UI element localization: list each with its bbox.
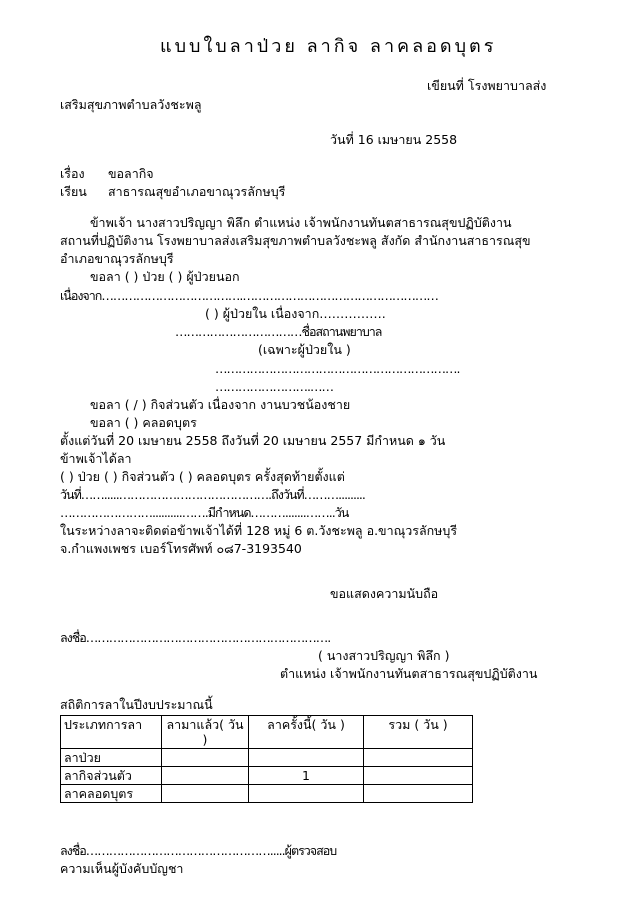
row-current-days	[249, 749, 364, 767]
row-previous-days	[162, 785, 249, 803]
sick-leave-line: ขอลา ( ) ป่วย ( ) ผู้ป่วยนอก	[90, 269, 240, 284]
row-current-days: 1	[249, 767, 364, 785]
signer-position: ตำแหน่ง เจ้าพนักงานทันตสาธารณสุขปฏิบัติงาน	[280, 666, 538, 681]
inpatient-note: (เฉพาะผู้ป่วยใน )	[258, 342, 351, 357]
to-label: เรียน	[60, 184, 87, 199]
inpatient-line: ( ) ผู้ป่วยใน เนื่องจาก…………….	[205, 306, 386, 321]
written-at-continued: เสริมสุขภาพตำบลวังชะพลู	[60, 97, 202, 112]
row-previous-days	[162, 749, 249, 767]
maternity-leave-line: ขอลา ( ) คลอดบุตร	[90, 415, 197, 430]
body-line-2: สถานที่ปฏิบัติงาน โรงพยาบาลส่งเสริมสุขภาพตำบลวังชะพลู สังกัด สำนักงานสาธารณสุข	[60, 233, 531, 248]
contact-line: ในระหว่างลาจะติดต่อข้าพเจ้าได้ที่ 128 หมู่ 6 ต.วังชะพลู อ.ขาณุวรลักษบุรี	[60, 523, 458, 538]
row-previous-days	[162, 767, 249, 785]
row-total-days	[364, 749, 473, 767]
to-value: สาธารณสุขอำเภอขาณุวรลักษบุรี	[108, 184, 286, 199]
written-at: เขียนที่ โรงพยาบาลส่ง	[427, 78, 547, 93]
header-leave-type: ประเภทการลา	[61, 716, 162, 749]
signature-line: ลงชื่อ……………………………………………………….	[60, 630, 331, 645]
subject-value: ขอลากิจ	[108, 166, 154, 181]
row-leave-type: ลาป่วย	[61, 749, 162, 767]
personal-leave-line: ขอลา ( / ) กิจส่วนตัว เนื่องจาก งานบวชน้องชาย	[90, 397, 351, 412]
hospital-name-line: ……………………………ชื่อสถานพยาบาล	[175, 324, 382, 339]
dots-line-1: ……………………………………………………….	[215, 361, 460, 376]
row-leave-type: ลาคลอดบุตร	[61, 785, 162, 803]
dots-line-2: …………………….……	[215, 379, 333, 394]
header-previous-days: ลามาแล้ว( วัน )	[162, 716, 249, 749]
leave-stats-table	[60, 715, 473, 803]
checker-signature-line: ลงชื่อ………………………………………….....ผู้ตรวจสอบ	[60, 843, 337, 858]
closing-respect: ขอแสดงความนับถือ	[330, 586, 439, 601]
last-leave-label: ข้าพเจ้าได้ลา	[60, 451, 132, 466]
date-line: วันที่ 16 เมษายน 2558	[330, 132, 458, 147]
table-row	[61, 749, 473, 767]
row-leave-type: ลากิจส่วนตัว	[61, 767, 162, 785]
header-current-days: ลาครั้งนี้( วัน )	[249, 716, 364, 749]
last-leave-days: ……………………..........…….มีกำหนด……….......……..วัน	[60, 505, 349, 520]
signer-name: ( นางสาวปริญญา พิลึก )	[318, 648, 450, 663]
supervisor-opinion-label: ความเห็นผู้บังคับบัญชา	[60, 861, 184, 876]
table-row	[61, 767, 473, 785]
table-header-row	[61, 716, 473, 749]
body-line-3: อำเภอขาณุวรลักษบุรี	[60, 251, 174, 266]
subject-label: เรื่อง	[60, 166, 85, 181]
contact-line-2: จ.กำแพงเพชร เบอร์โทรศัพท์ ๐๘7-3193540	[60, 541, 302, 556]
row-current-days	[249, 785, 364, 803]
table-row	[61, 785, 473, 803]
row-total-days	[364, 767, 473, 785]
form-title: แบบใบลาป่วย ลากิจ ลาคลอดบุตร	[160, 36, 497, 57]
last-leave-dates: วันที่…….....………………………………….ถึงวันที่……….........	[60, 487, 365, 502]
header-total-days: รวม ( วัน )	[364, 716, 473, 749]
stats-title: สถิติการลาในปีงบประมาณนี้	[60, 697, 213, 712]
sick-reason-line: เนื่องจาก……………………………….……………………………………………	[60, 288, 438, 303]
row-total-days	[364, 785, 473, 803]
body-line-1: ข้าพเจ้า นางสาวปริญญา พิลึก ตำแหน่ง เจ้าพนักงานทันตสาธารณสุขปฏิบัติงาน	[90, 215, 512, 230]
last-leave-types: ( ) ป่วย ( ) กิจส่วนตัว ( ) คลอดบุตร ครั้งสุดท้ายตั้งแต่	[60, 469, 345, 484]
leave-period-line: ตั้งแต่วันที่ 20 เมษายน 2558 ถึงวันที่ 20 เมษายน 2557 มีกำหนด ๑ วัน	[60, 433, 446, 448]
